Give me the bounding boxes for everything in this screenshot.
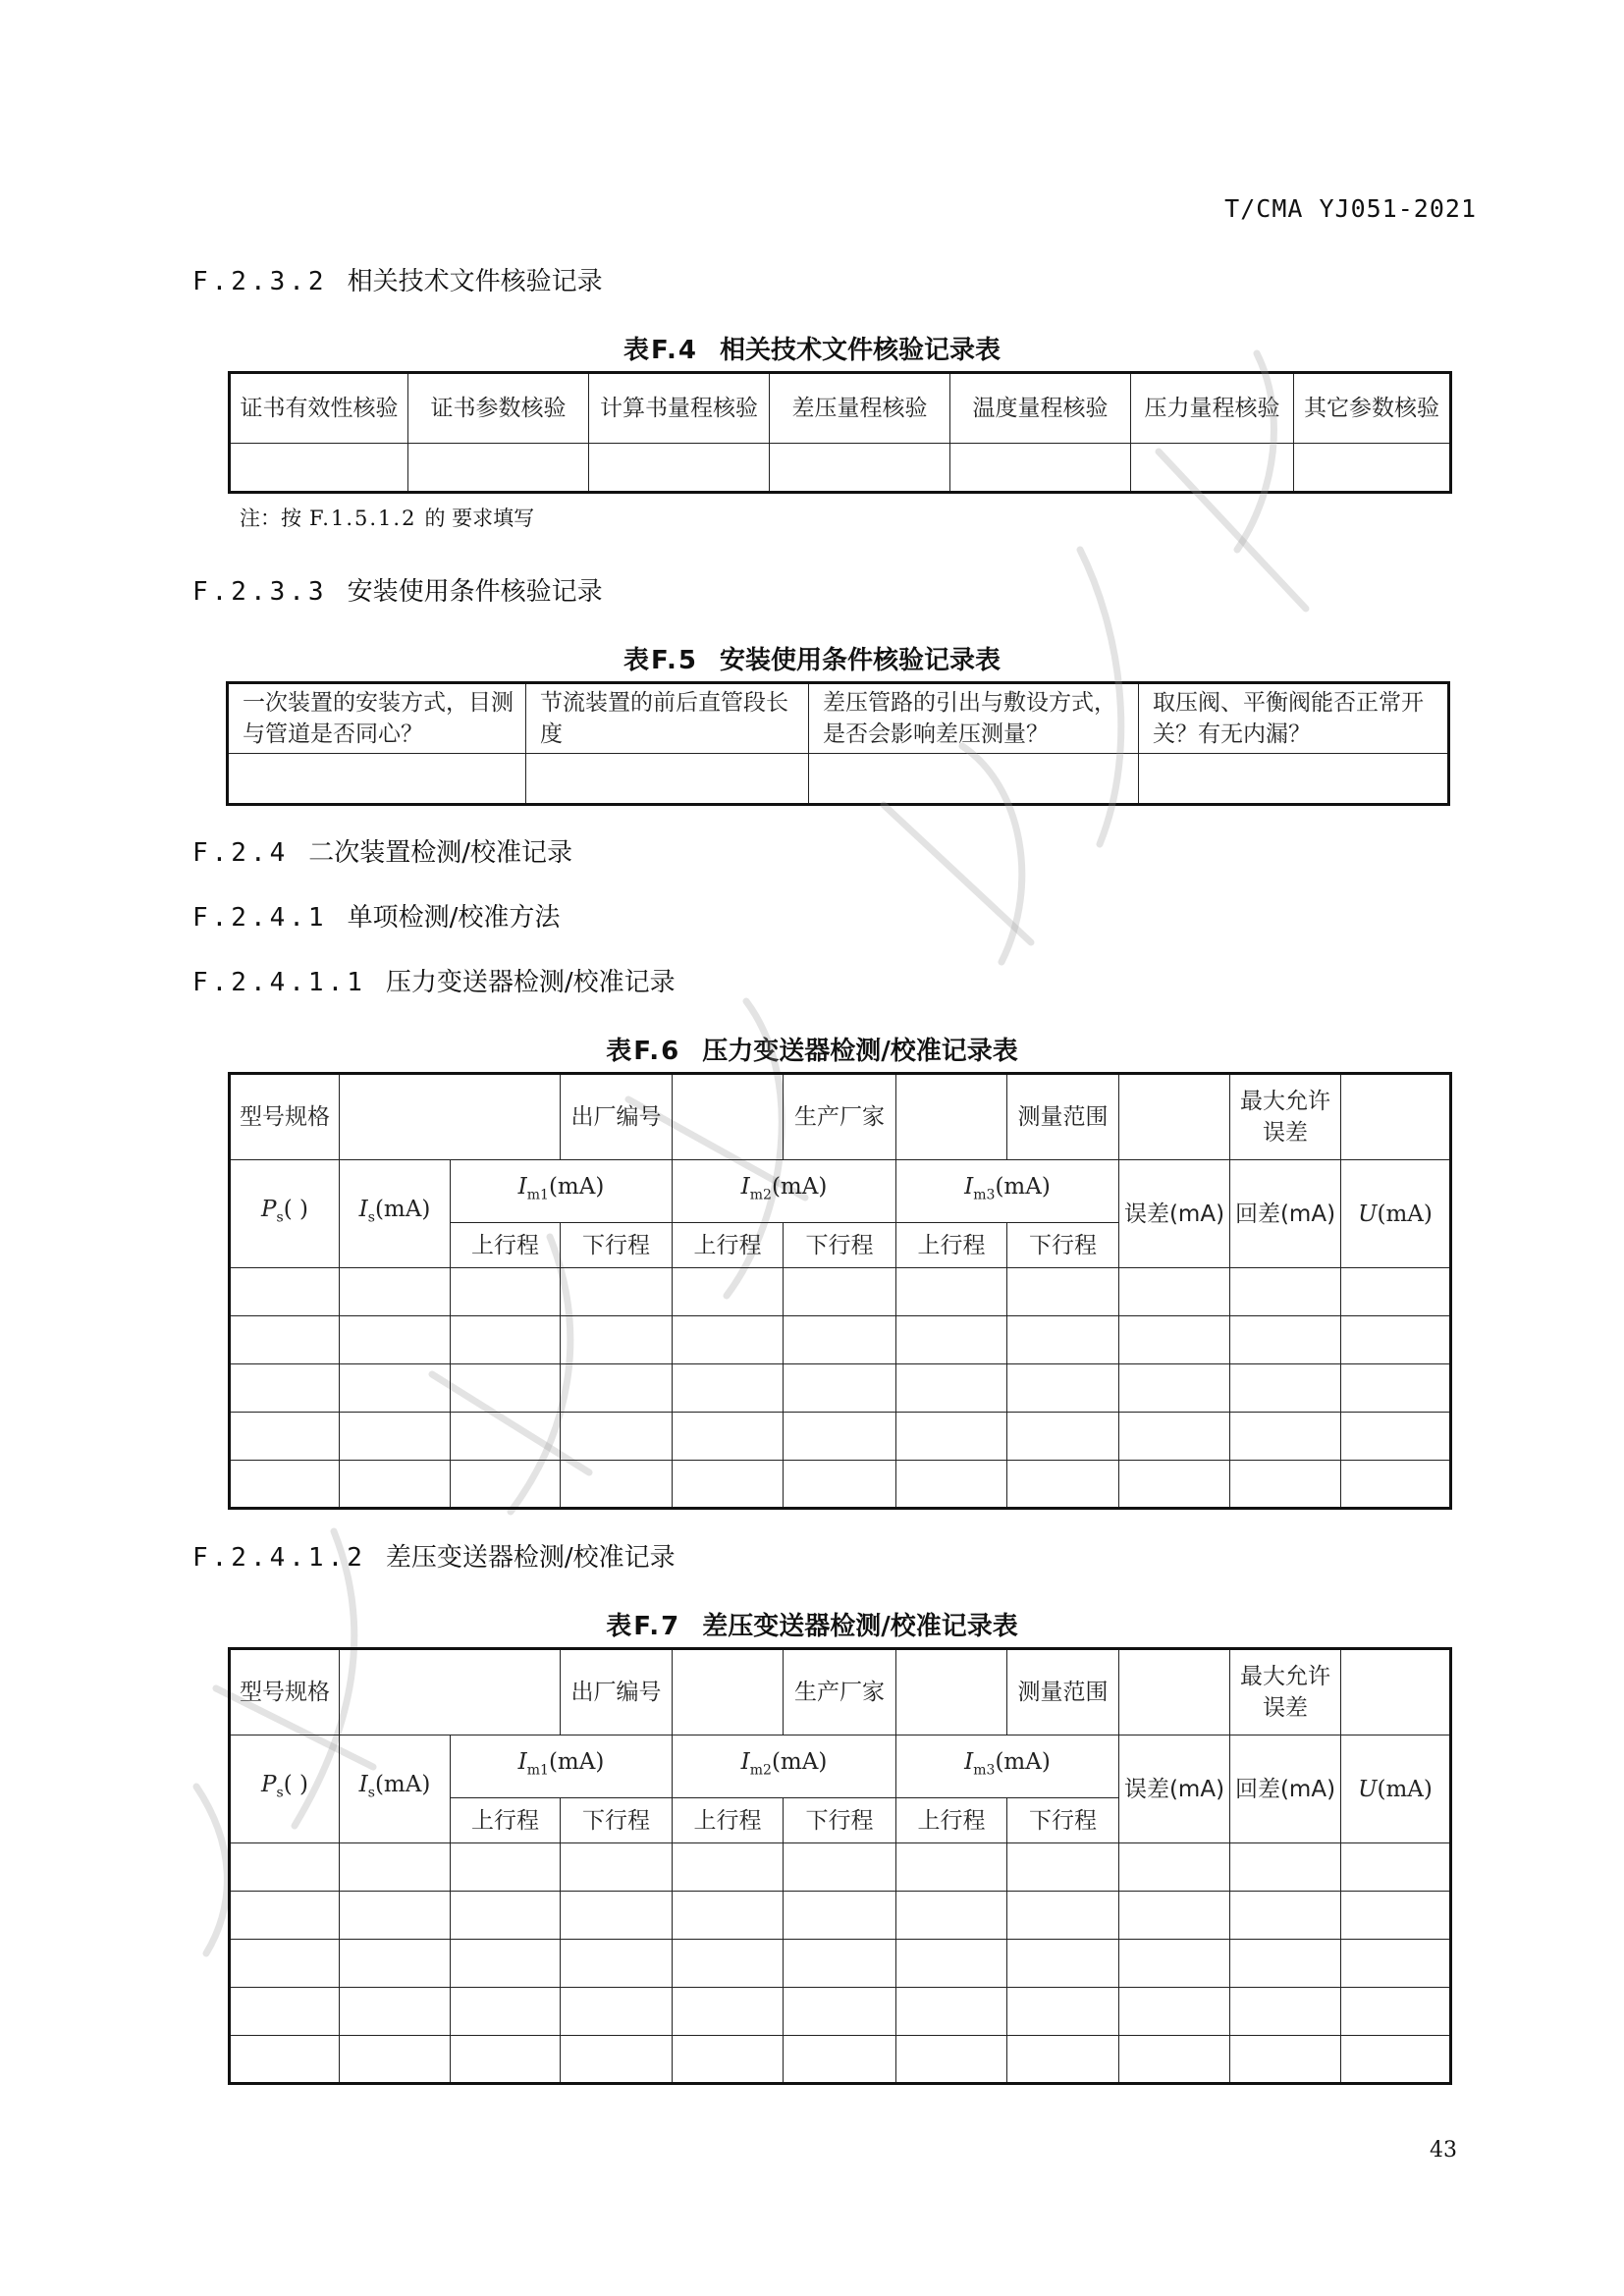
entry-cell[interactable] xyxy=(896,1413,1007,1461)
subscript: m1 xyxy=(526,1187,549,1203)
entry-cell[interactable] xyxy=(228,754,526,805)
entry-cell[interactable] xyxy=(809,754,1139,805)
unit: (mA) xyxy=(995,1749,1051,1776)
entry-cell[interactable] xyxy=(561,1413,673,1461)
unit: (mA) xyxy=(995,1174,1051,1201)
entry-cell[interactable] xyxy=(561,1316,673,1364)
entry-cell[interactable] xyxy=(673,2036,784,2084)
entry-cell[interactable] xyxy=(340,1364,451,1413)
label-cell: 出厂编号 xyxy=(561,1649,673,1735)
column-header: 误差(mA) xyxy=(1119,1735,1230,1843)
section-heading-f2-3-3 xyxy=(192,571,603,608)
entry-cell[interactable] xyxy=(230,1461,340,1509)
table-row xyxy=(230,1364,1451,1413)
symbol: U xyxy=(1358,1776,1378,1802)
table-caption-f7 xyxy=(0,1606,1624,1642)
label-cell: 型号规格 xyxy=(230,1074,340,1160)
entry-cell[interactable] xyxy=(230,1268,340,1316)
section-number: F.2.4.1.1 xyxy=(192,968,366,997)
header-cell: 证书参数核验 xyxy=(408,373,589,444)
entry-cell[interactable] xyxy=(230,1940,340,1988)
section-title: 单项检测/校准方法 xyxy=(347,903,561,933)
entry-cell[interactable] xyxy=(1294,444,1451,493)
symbol: I xyxy=(964,1749,974,1776)
unit: (mA) xyxy=(1377,1776,1433,1802)
entry-cell[interactable] xyxy=(1341,1413,1451,1461)
entry-cell[interactable] xyxy=(451,1892,561,1940)
entry-cell[interactable] xyxy=(1341,1461,1451,1509)
subscript: m3 xyxy=(973,1187,996,1203)
table-row xyxy=(230,1988,1451,2036)
subscript: s xyxy=(276,1785,284,1801)
entry-cell[interactable] xyxy=(561,2036,673,2084)
section-number: F.2.4 xyxy=(192,838,290,868)
entry-cell[interactable] xyxy=(1230,2036,1341,2084)
header-cell: 取压阀、平衡阀能否正常开关？有无内漏？ xyxy=(1139,683,1449,754)
entry-cell[interactable] xyxy=(1119,1988,1230,2036)
entry-cell[interactable] xyxy=(784,1413,896,1461)
entry-cell[interactable] xyxy=(1119,1461,1230,1509)
entry-cell[interactable] xyxy=(340,1843,451,1892)
column-header: 上行程 xyxy=(896,1223,1007,1268)
column-header xyxy=(451,1735,673,1798)
page-number: 43 xyxy=(1430,2138,1457,2163)
entry-cell[interactable] xyxy=(451,1364,561,1413)
column-header xyxy=(673,1735,896,1798)
symbol: U xyxy=(1358,1201,1378,1227)
section-heading-f2-4-1 xyxy=(192,897,560,934)
column-header xyxy=(340,1160,451,1268)
column-header xyxy=(1341,1735,1451,1843)
symbol: I xyxy=(358,1197,368,1223)
unit: (mA) xyxy=(548,1749,605,1776)
column-header: 下行程 xyxy=(1007,1798,1119,1843)
symbol: I xyxy=(517,1749,527,1776)
entry-cell[interactable] xyxy=(896,1940,1007,1988)
entry-cell[interactable] xyxy=(1139,754,1449,805)
entry-cell[interactable] xyxy=(1119,1268,1230,1316)
section-title: 相关技术文件核验记录 xyxy=(347,267,603,296)
entry-cell[interactable] xyxy=(526,754,809,805)
subscript: s xyxy=(276,1209,284,1226)
subscript: m2 xyxy=(749,1762,772,1779)
subscript: m3 xyxy=(973,1762,996,1779)
caption-title: 差压变送器检测/校准记录表 xyxy=(702,1612,1018,1641)
entry-cell[interactable] xyxy=(451,2036,561,2084)
entry-cell[interactable] xyxy=(561,1268,673,1316)
caption-number: 表F.4 xyxy=(623,336,698,365)
label-cell: 测量范围 xyxy=(1007,1074,1119,1160)
entry-cell[interactable] xyxy=(1119,1364,1230,1413)
header-cell: 其它参数核验 xyxy=(1294,373,1451,444)
entry-cell[interactable] xyxy=(340,1074,561,1160)
label-cell: 生产厂家 xyxy=(784,1649,896,1735)
entry-cell[interactable] xyxy=(784,1988,896,2036)
section-number: F.2.4.1 xyxy=(192,903,328,933)
entry-cell[interactable] xyxy=(896,1892,1007,1940)
subscript: m1 xyxy=(526,1762,549,1779)
entry-cell[interactable] xyxy=(784,1843,896,1892)
unit: (mA) xyxy=(374,1772,431,1798)
column-header: 回差(mA) xyxy=(1230,1160,1341,1268)
section-title: 压力变送器检测/校准记录 xyxy=(385,968,676,997)
column-header: 下行程 xyxy=(561,1798,673,1843)
entry-cell[interactable] xyxy=(673,1074,784,1160)
table-row xyxy=(230,1461,1451,1509)
header-cell: 差压量程核验 xyxy=(770,373,950,444)
entry-cell[interactable] xyxy=(673,1988,784,2036)
entry-cell[interactable] xyxy=(1341,2036,1451,2084)
entry-cell[interactable] xyxy=(784,1940,896,1988)
entry-cell[interactable] xyxy=(1341,1364,1451,1413)
entry-cell[interactable] xyxy=(451,1461,561,1509)
symbol: P xyxy=(261,1197,277,1223)
table-row xyxy=(230,2036,1451,2084)
header-cell: 压力量程核验 xyxy=(1131,373,1294,444)
column-header xyxy=(673,1160,896,1223)
entry-cell[interactable] xyxy=(1230,1316,1341,1364)
column-header: 上行程 xyxy=(451,1798,561,1843)
entry-cell[interactable] xyxy=(1007,1988,1119,2036)
entry-cell[interactable] xyxy=(1341,1268,1451,1316)
entry-cell[interactable] xyxy=(1131,444,1294,493)
column-header xyxy=(340,1735,451,1843)
table-caption-f5 xyxy=(0,640,1624,676)
entry-cell[interactable] xyxy=(451,1940,561,1988)
entry-cell[interactable] xyxy=(561,1940,673,1988)
entry-cell[interactable] xyxy=(673,1649,784,1735)
entry-cell[interactable] xyxy=(1119,1413,1230,1461)
column-header: 上行程 xyxy=(451,1223,561,1268)
entry-cell[interactable] xyxy=(1341,1843,1451,1892)
entry-cell[interactable] xyxy=(896,1074,1007,1160)
section-title: 安装使用条件核验记录 xyxy=(347,577,603,607)
section-number: F.2.3.3 xyxy=(192,577,328,607)
entry-cell[interactable] xyxy=(1341,1316,1451,1364)
entry-cell[interactable] xyxy=(340,1988,451,2036)
entry-cell[interactable] xyxy=(1119,2036,1230,2084)
entry-cell[interactable] xyxy=(896,1364,1007,1413)
column-header: 上行程 xyxy=(673,1223,784,1268)
entry-cell[interactable] xyxy=(673,1843,784,1892)
header-cell: 一次装置的安装方式，目测与管道是否同心？ xyxy=(228,683,526,754)
entry-cell[interactable] xyxy=(1341,1988,1451,2036)
section-heading-f2-4-1-1 xyxy=(192,962,676,998)
unit: ( ) xyxy=(283,1772,308,1798)
header-cell: 证书有效性核验 xyxy=(230,373,408,444)
entry-cell[interactable] xyxy=(1119,1649,1230,1735)
entry-cell[interactable] xyxy=(673,1364,784,1413)
entry-cell[interactable] xyxy=(950,444,1131,493)
label-cell: 出厂编号 xyxy=(561,1074,673,1160)
section-number: F.2.3.2 xyxy=(192,267,328,296)
entry-cell[interactable] xyxy=(896,1988,1007,2036)
entry-cell[interactable] xyxy=(673,1461,784,1509)
entry-cell[interactable] xyxy=(340,1892,451,1940)
entry-cell[interactable] xyxy=(1230,1413,1341,1461)
entry-cell[interactable] xyxy=(230,1316,340,1364)
label-cell: 型号规格 xyxy=(230,1649,340,1735)
symbol: I xyxy=(740,1749,750,1776)
table-f7 xyxy=(228,1647,1452,2085)
caption-number: 表F.7 xyxy=(606,1612,681,1641)
table-f4 xyxy=(228,371,1452,494)
symbol: I xyxy=(740,1174,750,1201)
entry-cell[interactable] xyxy=(1119,1316,1230,1364)
entry-cell[interactable] xyxy=(230,1364,340,1413)
entry-cell[interactable] xyxy=(1119,1843,1230,1892)
entry-cell[interactable] xyxy=(784,1268,896,1316)
entry-cell[interactable] xyxy=(1341,1649,1451,1735)
entry-cell[interactable] xyxy=(1007,1268,1119,1316)
entry-cell[interactable] xyxy=(1119,1074,1230,1160)
section-number: F.2.4.1.2 xyxy=(192,1543,366,1573)
unit: (mA) xyxy=(374,1197,431,1223)
standard-code: T/CMA YJ051-2021 xyxy=(1224,194,1477,223)
entry-cell[interactable] xyxy=(589,444,770,493)
entry-cell[interactable] xyxy=(673,1268,784,1316)
column-header: 上行程 xyxy=(673,1798,784,1843)
table-caption-f6 xyxy=(0,1031,1624,1067)
subscript: s xyxy=(367,1209,375,1226)
column-header: 下行程 xyxy=(784,1798,896,1843)
unit: (mA) xyxy=(771,1749,828,1776)
table-f5 xyxy=(226,681,1450,806)
caption-number: 表F.5 xyxy=(623,646,698,675)
entry-cell[interactable] xyxy=(408,444,589,493)
entry-cell[interactable] xyxy=(1341,1940,1451,1988)
entry-cell[interactable] xyxy=(1341,1074,1451,1160)
table-row xyxy=(230,1316,1451,1364)
entry-cell[interactable] xyxy=(1341,1892,1451,1940)
symbol: I xyxy=(517,1174,527,1201)
entry-cell[interactable] xyxy=(896,1461,1007,1509)
table-note-f4 xyxy=(240,503,534,532)
entry-cell[interactable] xyxy=(1007,1843,1119,1892)
table-caption-f4 xyxy=(0,330,1624,366)
table-row xyxy=(230,1940,1451,1988)
entry-cell[interactable] xyxy=(673,1940,784,1988)
label-cell: 生产厂家 xyxy=(784,1074,896,1160)
unit: (mA) xyxy=(771,1174,828,1201)
unit: (mA) xyxy=(548,1174,605,1201)
entry-cell[interactable] xyxy=(784,1316,896,1364)
entry-cell[interactable] xyxy=(673,1413,784,1461)
label-cell: 最大允许误差 xyxy=(1230,1649,1341,1735)
header-cell: 计算书量程核验 xyxy=(589,373,770,444)
section-heading-f2-4-1-2 xyxy=(192,1537,676,1574)
entry-cell[interactable] xyxy=(770,444,950,493)
entry-cell[interactable] xyxy=(1007,1364,1119,1413)
entry-cell[interactable] xyxy=(1230,1843,1341,1892)
entry-cell[interactable] xyxy=(896,1843,1007,1892)
entry-cell[interactable] xyxy=(451,1843,561,1892)
entry-cell[interactable] xyxy=(340,1316,451,1364)
entry-cell[interactable] xyxy=(673,1892,784,1940)
entry-cell[interactable] xyxy=(1007,1892,1119,1940)
entry-cell[interactable] xyxy=(673,1316,784,1364)
note-suffix: 的 要求填写 xyxy=(424,507,535,530)
section-heading-f2-3-2 xyxy=(192,261,603,297)
entry-cell[interactable] xyxy=(784,1461,896,1509)
entry-cell[interactable] xyxy=(451,1413,561,1461)
subscript: s xyxy=(367,1785,375,1801)
entry-cell[interactable] xyxy=(451,1316,561,1364)
header-cell: 温度量程核验 xyxy=(950,373,1131,444)
column-header xyxy=(230,1735,340,1843)
unit: ( ) xyxy=(283,1197,308,1223)
table-row xyxy=(230,1892,1451,1940)
caption-title: 压力变送器检测/校准记录表 xyxy=(702,1037,1018,1066)
label-cell: 最大允许误差 xyxy=(1230,1074,1341,1160)
entry-cell[interactable] xyxy=(451,1988,561,2036)
caption-title: 相关技术文件核验记录表 xyxy=(719,336,1001,365)
section-heading-f2-4 xyxy=(192,832,572,869)
entry-cell[interactable] xyxy=(1230,1268,1341,1316)
entry-cell[interactable] xyxy=(230,444,408,493)
label-cell: 测量范围 xyxy=(1007,1649,1119,1735)
header-cell: 节流装置的前后直管段长度 xyxy=(526,683,809,754)
entry-cell[interactable] xyxy=(340,1461,451,1509)
table-row xyxy=(230,1413,1451,1461)
section-title: 二次装置检测/校准记录 xyxy=(308,838,573,868)
column-header: 下行程 xyxy=(784,1223,896,1268)
entry-cell[interactable] xyxy=(230,1843,340,1892)
symbol: I xyxy=(358,1772,368,1798)
entry-cell[interactable] xyxy=(1007,1461,1119,1509)
entry-cell[interactable] xyxy=(1230,1988,1341,2036)
column-header xyxy=(230,1160,340,1268)
table-f6 xyxy=(228,1072,1452,1510)
entry-cell[interactable] xyxy=(784,1364,896,1413)
column-header: 下行程 xyxy=(561,1223,673,1268)
note-prefix: 注：按 xyxy=(240,507,301,530)
entry-cell[interactable] xyxy=(561,1892,673,1940)
entry-cell[interactable] xyxy=(561,1843,673,1892)
entry-cell[interactable] xyxy=(896,1649,1007,1735)
entry-cell[interactable] xyxy=(340,1413,451,1461)
entry-cell[interactable] xyxy=(896,2036,1007,2084)
entry-cell[interactable] xyxy=(784,1892,896,1940)
entry-cell[interactable] xyxy=(1230,1364,1341,1413)
entry-cell[interactable] xyxy=(340,1940,451,1988)
entry-cell[interactable] xyxy=(896,1316,1007,1364)
column-header xyxy=(896,1160,1119,1223)
entry-cell[interactable] xyxy=(561,1988,673,2036)
entry-cell[interactable] xyxy=(230,1892,340,1940)
entry-cell[interactable] xyxy=(561,1364,673,1413)
entry-cell[interactable] xyxy=(230,1413,340,1461)
entry-cell[interactable] xyxy=(1119,1892,1230,1940)
entry-cell[interactable] xyxy=(896,1268,1007,1316)
entry-cell[interactable] xyxy=(561,1461,673,1509)
column-header xyxy=(896,1735,1119,1798)
table-row xyxy=(230,1268,1451,1316)
subscript: m2 xyxy=(749,1187,772,1203)
entry-cell[interactable] xyxy=(784,2036,896,2084)
column-header xyxy=(451,1160,673,1223)
entry-cell[interactable] xyxy=(230,1988,340,2036)
entry-cell[interactable] xyxy=(1119,1940,1230,1988)
entry-cell[interactable] xyxy=(1230,1940,1341,1988)
column-header: 误差(mA) xyxy=(1119,1160,1230,1268)
caption-number: 表F.6 xyxy=(606,1037,681,1066)
unit: (mA) xyxy=(1377,1201,1433,1227)
column-header xyxy=(1341,1160,1451,1268)
table-row xyxy=(230,1843,1451,1892)
entry-cell[interactable] xyxy=(230,2036,340,2084)
section-title: 差压变送器检测/校准记录 xyxy=(385,1543,676,1573)
column-header: 上行程 xyxy=(896,1798,1007,1843)
entry-cell[interactable] xyxy=(340,1268,451,1316)
entry-cell[interactable] xyxy=(1007,1316,1119,1364)
entry-cell[interactable] xyxy=(1007,1940,1119,1988)
entry-cell[interactable] xyxy=(1007,2036,1119,2084)
column-header: 下行程 xyxy=(1007,1223,1119,1268)
header-cell: 差压管路的引出与敷设方式，是否会影响差压测量？ xyxy=(809,683,1139,754)
column-header: 回差(mA) xyxy=(1230,1735,1341,1843)
entry-cell[interactable] xyxy=(340,1649,561,1735)
caption-title: 安装使用条件核验记录表 xyxy=(719,646,1001,675)
note-ref: F.1.5.1.2 xyxy=(309,507,417,530)
entry-cell[interactable] xyxy=(1230,1461,1341,1509)
entry-cell[interactable] xyxy=(451,1268,561,1316)
symbol: I xyxy=(964,1174,974,1201)
entry-cell[interactable] xyxy=(1230,1892,1341,1940)
symbol: P xyxy=(261,1772,277,1798)
entry-cell[interactable] xyxy=(340,2036,451,2084)
entry-cell[interactable] xyxy=(1007,1413,1119,1461)
